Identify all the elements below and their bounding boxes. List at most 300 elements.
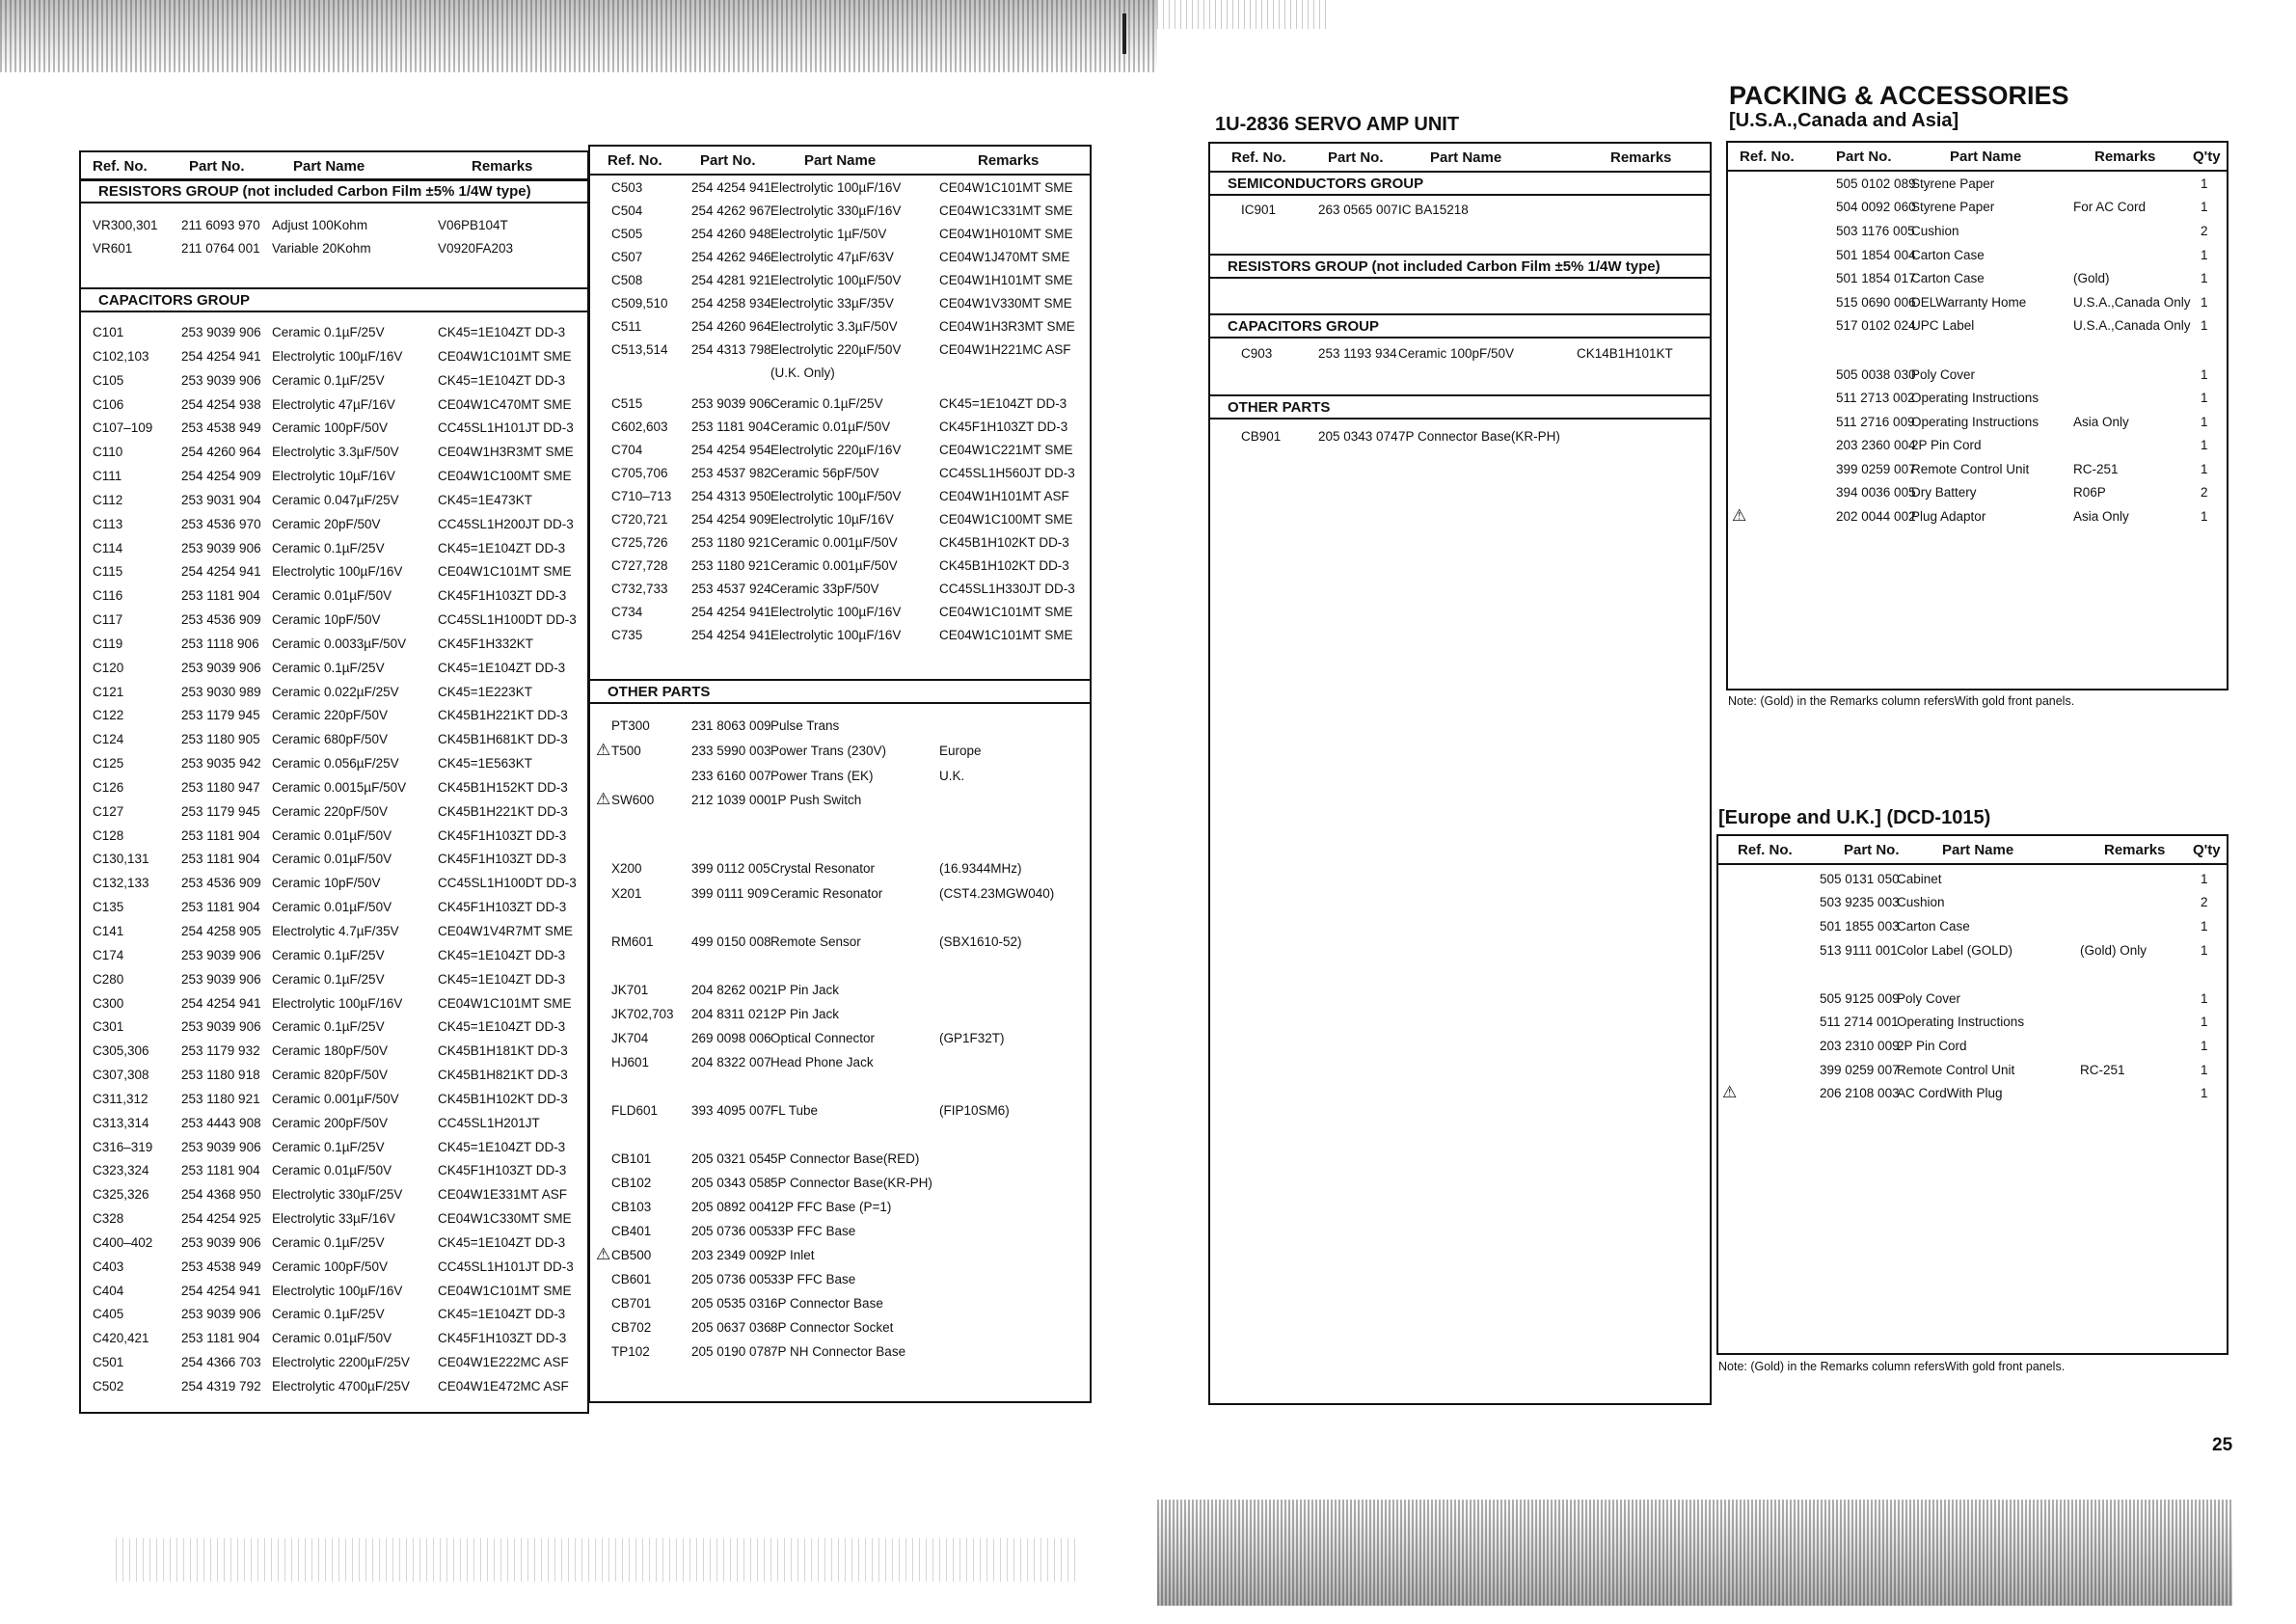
table-row (81, 538, 587, 561)
safety-warning-icon: ⚠ (596, 790, 611, 808)
table-row (81, 322, 587, 345)
cell-part-no: 253 1118 906 (181, 636, 259, 651)
cell-remarks: CC45SL1H101JT DD-3 (438, 420, 574, 435)
cell-part-no: 206 2108 003 (1820, 1086, 1900, 1100)
cell-part-no: 253 4443 908 (181, 1116, 261, 1130)
cell-ref-no: C141 (93, 924, 124, 938)
cell-qty: 1 (2201, 176, 2208, 191)
cell-part-name: Ceramic 0.01µF/50V (272, 1163, 392, 1177)
cell-ref-no: C704 (611, 443, 643, 457)
table-row (1728, 174, 2227, 197)
table-row (81, 1089, 587, 1112)
table-row (1718, 916, 2227, 939)
table-row (81, 490, 587, 513)
cell-part-no: 254 4254 941 (181, 349, 261, 364)
cell-qty: 1 (2201, 1039, 2208, 1053)
cell-part-no: 205 0321 054 (691, 1151, 771, 1166)
cell-ref-no: VR300,301 (93, 218, 158, 232)
cell-ref-no: C420,421 (93, 1331, 149, 1345)
cell-part-no: 394 0036 005 (1836, 485, 1916, 500)
cell-part-name: Electrolytic 100µF/16V (272, 349, 403, 364)
cell-part-name: Pulse Trans (770, 718, 840, 733)
cell-ref-no: C120 (93, 661, 124, 675)
cell-remarks: V0920FA203 (438, 241, 514, 256)
cell-remarks: CE04W1C101MT SME (939, 180, 1073, 195)
table-row (590, 883, 1090, 907)
scan-noise-top (0, 0, 1157, 72)
cell-part-no: 204 8322 007 (691, 1055, 771, 1069)
cell-remarks: CK45=1E104ZT DD-3 (438, 1140, 566, 1154)
cell-remarks: CK45B1H181KT DD-3 (438, 1043, 568, 1058)
cell-part-no: 254 4281 921 (691, 273, 771, 287)
table-row (1718, 988, 2227, 1012)
cell-part-name: Ceramic 0.056µF/25V (272, 756, 399, 771)
cell-ref-no: C313,314 (93, 1116, 149, 1130)
packing-eu-subtitle: [Europe and U.K.] (DCD-1015) (1718, 807, 1991, 828)
cell-ref-no: JK702,703 (611, 1007, 674, 1021)
table-row (590, 1149, 1090, 1172)
table-row (81, 658, 587, 681)
cell-ref-no: X200 (611, 861, 642, 876)
cell-part-no: 253 4536 909 (181, 876, 261, 890)
cell-part-no: 503 9235 003 (1820, 895, 1900, 909)
table-row (1728, 365, 2227, 388)
other-parts-group (590, 679, 1090, 704)
table-row (81, 969, 587, 992)
cell-part-name: Ceramic 100pF/50V (272, 1259, 389, 1274)
table-row (1210, 426, 1710, 449)
table-row (81, 849, 587, 872)
cell-remarks: CE04W1C101MT SME (939, 605, 1073, 619)
cell-remarks: CK45B1H102KT DD-3 (939, 535, 1069, 550)
cell-remarks: (GP1F32T) (939, 1031, 1005, 1045)
packing-us-note: Note: (Gold) in the Remarks column refersWith gold front panels. (1728, 694, 2075, 708)
cell-part-no: 253 4538 949 (181, 1259, 261, 1274)
cell-ref-no: C124 (93, 732, 124, 746)
packing-title: PACKING & ACCESSORIES (1729, 81, 2069, 110)
table-row (590, 393, 1090, 417)
group-title: RESISTORS GROUP (not included Carbon Film ±5% 1/4W type) (98, 183, 531, 200)
table-row (590, 980, 1090, 1003)
cell-part-name: Carton Case (1911, 248, 1985, 262)
cell-ref-no: C174 (93, 948, 124, 962)
cell-part-name: Operating Instructions (1911, 415, 2039, 429)
table-row (590, 486, 1090, 509)
cell-part-name: Ceramic 0.01µF/50V (272, 1331, 392, 1345)
cell-ref-no: CB601 (611, 1272, 652, 1286)
cell-part-no: 254 4254 909 (181, 469, 261, 483)
column-header: Remarks (2104, 842, 2166, 858)
table-row (590, 1173, 1090, 1196)
cell-part-name: Carton Case (1911, 271, 1985, 285)
cell-remarks: CK45=1E104ZT DD-3 (438, 325, 566, 339)
cell-part-no: 253 1181 904 (181, 828, 260, 843)
cell-part-name: Electrolytic 100µF/16V (272, 1284, 403, 1298)
cell-part-no: 254 4254 938 (181, 397, 261, 412)
cell-ref-no: C735 (611, 628, 643, 642)
cell-qty: 1 (2201, 509, 2208, 524)
cell-part-no: 253 9030 989 (181, 685, 261, 699)
table-row (1728, 221, 2227, 244)
table-header (590, 147, 1090, 176)
cell-remarks: RC-251 (2073, 462, 2119, 476)
table-row (1728, 435, 2227, 458)
cell-remarks: CC45SL1H100DT DD-3 (438, 876, 577, 890)
cell-remarks: Europe (939, 744, 982, 758)
cell-part-no: 205 0343 074 (1318, 429, 1398, 444)
column-header: Remarks (472, 158, 533, 175)
cell-ref-no: C121 (93, 685, 124, 699)
cell-part-name: Electrolytic 220µF/16V (770, 443, 902, 457)
cell-ref-no: C102,103 (93, 349, 149, 364)
cell-ref-no: C132,133 (93, 876, 149, 890)
cell-ref-no: C135 (93, 900, 124, 914)
cell-part-no: 503 1176 005 (1836, 224, 1915, 238)
cell-remarks: CK45=1E104ZT DD-3 (438, 1019, 566, 1034)
cell-part-no: 254 4260 948 (691, 227, 771, 241)
cell-remarks: (SBX1610-52) (939, 934, 1022, 949)
cell-part-name: Power Trans (230V) (770, 744, 887, 758)
cell-part-no: 211 0764 001 (181, 241, 260, 256)
cell-ref-no: C316–319 (93, 1140, 153, 1154)
table-row (1728, 506, 2227, 529)
table-row (81, 394, 587, 418)
cell-part-name: Operating Instructions (1911, 391, 2039, 405)
cell-remarks: CE04W1C101MT SME (438, 349, 572, 364)
cell-ref-no: C311,312 (93, 1092, 149, 1106)
table-row (81, 753, 587, 776)
cell-part-no: 505 0131 050 (1820, 872, 1900, 886)
cell-part-no: 253 1180 905 (181, 732, 260, 746)
table-row (590, 509, 1090, 532)
cell-part-name: Head Phone Jack (770, 1055, 874, 1069)
cell-ref-no: C107–109 (93, 420, 153, 435)
table-row (1728, 245, 2227, 268)
cell-part-name: AC CordWith Plug (1897, 1086, 2003, 1100)
cell-ref-no: C125 (93, 756, 124, 771)
cell-ref-no: C101 (93, 325, 124, 339)
table-row (1718, 1012, 2227, 1035)
cell-ref-no: C280 (93, 972, 124, 987)
table-row (590, 1221, 1090, 1244)
table-row (590, 858, 1090, 881)
cell-part-no: 505 0102 089 (1836, 176, 1916, 191)
cell-part-no: 203 2310 009 (1820, 1039, 1900, 1053)
cell-part-name: FL Tube (770, 1103, 819, 1118)
cell-part-no: 253 1193 934 (1318, 346, 1397, 361)
cell-part-name: Ceramic 220pF/50V (272, 708, 389, 722)
cell-part-no: 203 2360 004 (1836, 438, 1916, 452)
table-row (81, 682, 587, 705)
cell-part-no: 204 8262 002 (691, 983, 771, 997)
cell-remarks: CE04W1E472MC ASF (438, 1379, 569, 1394)
cell-part-no: 205 0535 031 (691, 1296, 771, 1311)
table-row (81, 1065, 587, 1088)
cell-ref-no: C725,726 (611, 535, 668, 550)
cell-part-name: Ceramic 10pF/50V (272, 876, 381, 890)
table-row (590, 440, 1090, 463)
cell-ref-no: C505 (611, 227, 643, 241)
cell-part-no: 253 1180 921 (691, 558, 770, 573)
cell-remarks: CC45SL1H201JT (438, 1116, 540, 1130)
cell-part-no: 505 0038 030 (1836, 367, 1916, 382)
column-header: Part Name (1950, 149, 2022, 165)
table-row (81, 1328, 587, 1351)
cell-part-no: 254 4254 941 (691, 180, 771, 195)
table-row (590, 1269, 1090, 1292)
cell-ref-no: C705,706 (611, 466, 668, 480)
table-row (1210, 200, 1710, 223)
column-header: Q'ty (2193, 149, 2221, 165)
cell-part-name: Electrolytic 100µF/16V (272, 996, 403, 1011)
table-row (590, 201, 1090, 224)
cell-part-name: Power Trans (EK) (770, 769, 874, 783)
cell-part-name: (U.K. Only) (770, 365, 835, 380)
table-row (590, 339, 1090, 363)
cell-part-no: 253 9039 906 (181, 1307, 261, 1321)
cell-part-no: 211 6093 970 (181, 218, 260, 232)
cell-qty: 2 (2201, 224, 2208, 238)
cell-part-no: 253 1181 904 (181, 1331, 260, 1345)
cell-part-no: 269 0098 006 (691, 1031, 771, 1045)
cell-part-no: 253 1180 918 (181, 1068, 260, 1082)
cell-part-name: Ceramic 10pF/50V (272, 612, 381, 627)
safety-warning-icon: ⚠ (1732, 506, 1747, 525)
cell-ref-no: C405 (93, 1307, 124, 1321)
table-row (590, 1052, 1090, 1075)
cell-qty: 1 (2201, 367, 2208, 382)
cell-remarks: CE04W1C101MT SME (438, 564, 572, 579)
column-header: Ref. No. (93, 158, 148, 175)
table-row (590, 766, 1090, 789)
packing-eu-note: Note: (Gold) in the Remarks column refersWith gold front panels. (1718, 1360, 2066, 1373)
table-row (590, 625, 1090, 648)
cell-ref-no: CB103 (611, 1200, 652, 1214)
cell-remarks: CC45SL1H330JT DD-3 (939, 582, 1075, 596)
cell-part-no: 253 4537 924 (691, 582, 771, 596)
cell-remarks: Asia Only (2073, 415, 2129, 429)
cell-remarks: CE04W1C101MT SME (939, 628, 1073, 642)
cell-part-no: 233 6160 007 (691, 769, 771, 783)
cell-remarks: CK45B1H152KT DD-3 (438, 780, 568, 795)
cell-remarks: CK45F1H103ZT DD-3 (438, 852, 567, 866)
cell-part-name: Electrolytic 4700µF/25V (272, 1379, 410, 1394)
cell-ref-no: C115 (93, 564, 123, 579)
cell-part-name: Ceramic 0.01µF/50V (272, 852, 392, 866)
cell-part-name: Electrolytic 100µF/16V (770, 605, 902, 619)
column-header: Q'ty (2193, 842, 2221, 858)
table-row (590, 555, 1090, 579)
cell-ref-no: C515 (611, 396, 643, 411)
cell-remarks: CE04W1C101MT SME (438, 1284, 572, 1298)
cell-qty: 1 (2201, 872, 2208, 886)
cell-qty: 2 (2201, 895, 2208, 909)
cell-part-name: Ceramic 0.1µF/25V (272, 948, 385, 962)
table-row (81, 1184, 587, 1207)
cell-qty: 1 (2201, 271, 2208, 285)
cell-part-no: 254 4254 941 (691, 628, 771, 642)
group-title: RESISTORS GROUP (not included Carbon Film ±5% 1/4W type) (1228, 258, 1661, 275)
cell-ref-no: C113 (93, 517, 123, 531)
cell-remarks: CK45F1H103ZT DD-3 (438, 1331, 567, 1345)
cell-ref-no: C400–402 (93, 1235, 153, 1250)
cell-ref-no: CB702 (611, 1320, 652, 1335)
cell-part-name: Styrene Paper (1911, 176, 1995, 191)
cell-ref-no: C502 (93, 1379, 124, 1394)
table-row (81, 346, 587, 369)
cell-ref-no: FLD601 (611, 1103, 659, 1118)
cell-part-no: 253 9039 906 (181, 972, 261, 987)
cell-part-name: Ceramic 0.1µF/25V (272, 661, 385, 675)
cell-remarks: CK45F1H103ZT DD-3 (438, 828, 567, 843)
cell-remarks: CK45B1H102KT DD-3 (939, 558, 1069, 573)
cell-part-no: 504 0092 060 (1836, 200, 1916, 214)
table-row (590, 224, 1090, 247)
cell-part-name: Ceramic 0.1µF/25V (272, 1235, 385, 1250)
table-row (1728, 268, 2227, 291)
cell-part-name: Optical Connector (770, 1031, 876, 1045)
cell-part-no: 253 1181 904 (181, 852, 260, 866)
cell-part-no: 253 1179 932 (181, 1043, 260, 1058)
cell-remarks: CE04W1H101MT SME (939, 273, 1073, 287)
cell-remarks: CK45=1E104ZT DD-3 (438, 661, 566, 675)
cell-part-no: 501 1855 003 (1820, 919, 1900, 934)
cell-qty: 1 (2201, 919, 2208, 934)
cell-qty: 1 (2201, 200, 2208, 214)
cell-part-no: 254 4258 934 (691, 296, 771, 311)
column-header: Part No. (189, 158, 245, 175)
other-parts-group (1210, 394, 1710, 420)
cell-part-no: 253 4536 909 (181, 612, 261, 627)
column-header: Part No. (1844, 842, 1900, 858)
cell-part-name: Ceramic 180pF/50V (272, 1043, 389, 1058)
column-header: Remarks (2094, 149, 2156, 165)
cell-part-name: Poly Cover (1897, 991, 1961, 1006)
table-row (81, 1304, 587, 1327)
cell-remarks: CE04W1C330MT SME (438, 1211, 572, 1226)
table-row (1728, 292, 2227, 315)
cell-part-name: Ceramic Resonator (770, 886, 883, 901)
table-row (81, 514, 587, 537)
packing-us-subtitle: [U.S.A.,Canada and Asia] (1729, 110, 1959, 131)
cell-part-no: 399 0259 007 (1820, 1063, 1900, 1077)
cell-qty: 1 (2201, 415, 2208, 429)
cell-remarks: CK45=1E104ZT DD-3 (438, 373, 566, 388)
group-title: OTHER PARTS (1228, 399, 1331, 416)
cell-part-name: Electrolytic 47µF/16V (272, 397, 395, 412)
cell-part-name: Ceramic 100pF/50V (1398, 346, 1515, 361)
table-row (590, 363, 1090, 386)
table-row (590, 790, 1090, 813)
cell-remarks: CE04W1C221MT SME (939, 443, 1073, 457)
table-row (1728, 412, 2227, 435)
servo-unit-table (1208, 142, 1712, 1405)
cell-ref-no: C307,308 (93, 1068, 149, 1082)
cell-part-name: 5P Connector Base(RED) (770, 1151, 920, 1166)
cell-part-no: 254 4254 954 (691, 443, 771, 457)
scan-noise-bottom (1157, 1500, 2232, 1606)
cell-part-name: Ceramic 0.001µF/50V (770, 535, 898, 550)
table-row (81, 826, 587, 849)
group-title: SEMICONDUCTORS GROUP (1228, 176, 1424, 192)
cell-remarks: CE04W1H101MT ASF (939, 489, 1069, 503)
cell-remarks: CK45=1E223KT (438, 685, 532, 699)
cell-part-no: 205 0892 004 (691, 1200, 771, 1214)
table-row (590, 741, 1090, 764)
cell-part-no: 517 0102 024 (1836, 318, 1916, 333)
cell-part-no: 253 1179 945 (181, 708, 260, 722)
cell-part-name: Ceramic 0.1µF/25V (770, 396, 883, 411)
cell-ref-no: C508 (611, 273, 643, 287)
cell-part-name: Electrolytic 100µF/16V (770, 180, 902, 195)
table-row (590, 1004, 1090, 1027)
cell-part-no: 202 0044 002 (1836, 509, 1916, 524)
table-row (81, 215, 587, 238)
cell-part-name: 5P Connector Base(KR-PH) (770, 1176, 932, 1190)
cell-remarks: Asia Only (2073, 509, 2129, 524)
packing-us-table (1726, 141, 2228, 690)
table-row (1728, 315, 2227, 338)
cell-part-name: Ceramic 680pF/50V (272, 732, 389, 746)
cell-part-name: Ceramic 0.0015µF/50V (272, 780, 407, 795)
cell-remarks: (FIP10SM6) (939, 1103, 1010, 1118)
table-row (590, 1197, 1090, 1220)
cell-part-name: Ceramic 0.1µF/25V (272, 325, 385, 339)
table-row (1728, 388, 2227, 411)
cell-ref-no: C509,510 (611, 296, 668, 311)
column-header: Part Name (1430, 149, 1502, 166)
cell-part-name: 2P Pin Cord (1897, 1039, 1967, 1053)
cell-part-name: Ceramic 0.1µF/25V (272, 373, 385, 388)
cell-part-no: 399 0112 005 (691, 861, 770, 876)
table-row (81, 1232, 587, 1256)
cell-part-no: 254 4366 703 (181, 1355, 261, 1369)
cell-part-no: 254 4254 941 (181, 1284, 261, 1298)
cell-qty: 1 (2201, 248, 2208, 262)
cell-part-no: 253 9035 942 (181, 756, 261, 771)
cell-part-name: Ceramic 0.01µF/50V (770, 420, 891, 434)
cell-remarks: CK45=1E104ZT DD-3 (939, 396, 1067, 411)
cell-part-name: IC BA15218 (1398, 203, 1469, 217)
cell-part-no: 231 8063 009 (691, 718, 771, 733)
cell-part-no: 254 4254 941 (181, 996, 261, 1011)
table-row (1718, 892, 2227, 915)
table-row (81, 466, 587, 489)
cell-remarks: CK45=1E473KT (438, 493, 532, 507)
cell-ref-no: C720,721 (611, 512, 668, 527)
cell-part-name: Electrolytic 100µF/16V (272, 564, 403, 579)
table-row (81, 897, 587, 920)
cell-part-no: 253 1181 904 (691, 420, 770, 434)
cell-ref-no: CB500 (611, 1248, 652, 1262)
cell-ref-no: JK701 (611, 983, 649, 997)
column-header: Part No. (1328, 149, 1384, 166)
cell-ref-no: C126 (93, 780, 124, 795)
cell-ref-no: CB401 (611, 1224, 652, 1238)
cell-part-name: Ceramic 0.1µF/25V (272, 1140, 385, 1154)
cell-remarks: CK45=1E104ZT DD-3 (438, 948, 566, 962)
table-row (81, 1113, 587, 1136)
cell-ref-no: CB101 (611, 1151, 652, 1166)
cell-part-no: 253 1181 904 (181, 588, 260, 603)
cell-ref-no: C602,603 (611, 420, 668, 434)
column-header: Part Name (293, 158, 365, 175)
cell-remarks: (Gold) Only (2080, 943, 2147, 958)
table-row (81, 238, 587, 261)
table-row (590, 716, 1090, 739)
cell-ref-no: CB701 (611, 1296, 652, 1311)
cell-ref-no: C501 (93, 1355, 124, 1369)
